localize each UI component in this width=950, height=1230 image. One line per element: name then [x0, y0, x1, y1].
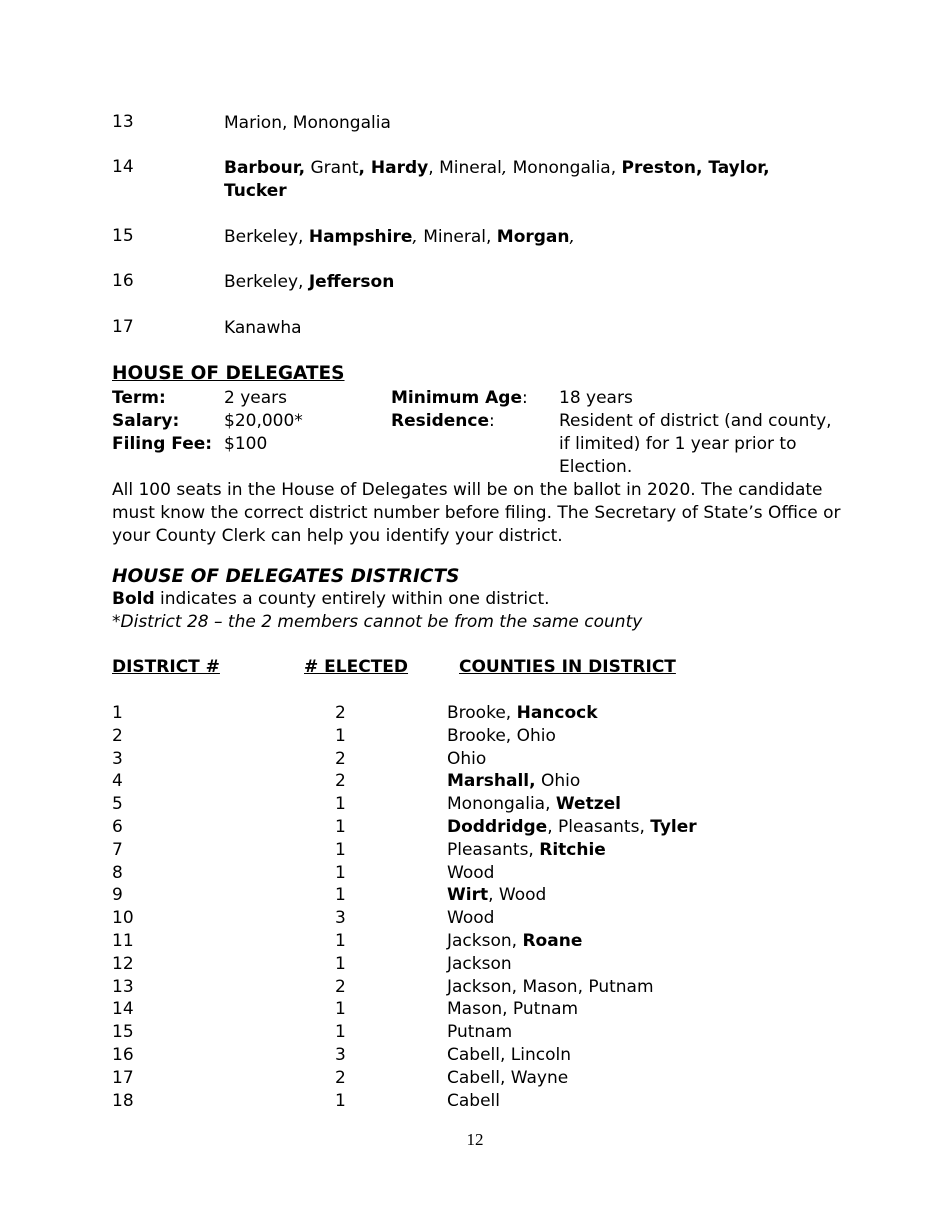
county-name: Berkeley,: [224, 272, 309, 292]
districts-heading: HOUSE OF DELEGATES DISTRICTS: [112, 566, 460, 587]
district-number: 13: [112, 976, 134, 997]
district-counties: [447, 794, 621, 814]
county-name: Marion: [224, 113, 282, 133]
residence-value-line3: Election.: [559, 457, 633, 477]
table-row: [0, 1045, 950, 1068]
district-number: 14: [112, 999, 134, 1020]
senate-district-number: 17: [112, 317, 134, 337]
district-counties: [447, 771, 580, 791]
county-name-bold: Wirt: [447, 885, 489, 906]
table-row: [0, 1022, 950, 1045]
table-row: [0, 1091, 950, 1114]
members-elected: 1: [335, 931, 346, 951]
page-number: 12: [466, 1130, 484, 1149]
district-counties: [447, 817, 697, 837]
minimum-age-value: 18 years: [559, 388, 633, 408]
county-name-bold: Morgan: [496, 227, 570, 247]
members-elected: 2: [335, 1067, 346, 1088]
district-counties: [447, 1068, 568, 1088]
county-name: ,: [412, 227, 418, 247]
members-elected: 1: [335, 817, 346, 837]
county-name-bold: Jefferson: [308, 272, 395, 292]
table-row: [0, 999, 950, 1022]
county-name-bold: Wetzel: [555, 794, 621, 815]
members-elected: 2: [335, 976, 346, 997]
bold-legend-note: [112, 589, 550, 609]
term-label: Term:: [112, 388, 166, 408]
district-counties: [447, 749, 486, 769]
table-row: [0, 1068, 950, 1091]
county-name: Wood: [447, 862, 495, 883]
district-counties: [447, 703, 598, 723]
members-elected: 1: [335, 885, 346, 906]
county-name: Wood: [447, 908, 495, 929]
table-row: [0, 703, 950, 726]
table-row: [0, 977, 950, 1000]
members-elected: 1: [335, 1090, 346, 1111]
members-elected: 1: [335, 725, 346, 746]
district-counties: [447, 1022, 512, 1042]
district-number: 16: [112, 1045, 134, 1065]
senate-district-counties: [224, 226, 804, 249]
house-ballot-paragraph: All 100 seats in the House of Delegates will be on the ballot in 2020. The candidate must know the correct district number before filing. The Secretary of State’s Office or your County Clerk can help you identify your district.: [112, 480, 841, 546]
members-elected: 1: [335, 794, 346, 815]
table-row: [0, 885, 950, 908]
county-name: Grant: [305, 158, 359, 178]
table-row: [0, 840, 950, 863]
county-name-bold: Tyler: [650, 817, 697, 837]
district-counties: [447, 726, 556, 746]
district-counties: [447, 931, 582, 951]
county-name: Mason, Putnam: [447, 999, 579, 1020]
table-row: [0, 771, 950, 794]
county-name: Berkeley,: [224, 227, 309, 247]
district-number: 10: [112, 908, 134, 929]
members-elected: 1: [335, 953, 346, 974]
senate-district-counties: [224, 112, 804, 135]
county-name-bold: Hampshire: [308, 227, 413, 247]
bold-legend-word: Bold: [112, 589, 155, 609]
table-row: [0, 726, 950, 749]
residence-label: [391, 411, 495, 431]
district-number: 11: [112, 931, 134, 951]
senate-district-counties: [224, 157, 804, 203]
county-name-bold: Ritchie: [539, 839, 606, 860]
county-name: Brooke, Ohio: [447, 725, 556, 746]
senate-district-number: 15: [112, 226, 134, 246]
county-name-bold: Roane: [522, 931, 583, 951]
bold-legend-text: indicates a county entirely within one district.: [154, 589, 550, 609]
house-of-delegates-heading: HOUSE OF DELEGATES: [112, 363, 345, 384]
county-name: Monongalia,: [507, 158, 622, 178]
district-number: 7: [112, 839, 123, 860]
residence-value-line2: if limited) for 1 year prior to: [559, 434, 797, 454]
salary-label: Salary:: [112, 411, 180, 431]
district-28-footnote: [112, 612, 642, 632]
county-name: , Pleasants,: [547, 817, 651, 837]
district-counties: [447, 840, 606, 860]
table-row: [0, 931, 950, 954]
county-name: Jackson, Mason, Putnam: [447, 976, 654, 997]
members-elected: 1: [335, 999, 346, 1020]
county-name: Mineral,: [417, 227, 497, 247]
district-counties: [447, 977, 654, 997]
county-name: Ohio: [447, 748, 487, 769]
district-number: 18: [112, 1090, 134, 1111]
county-name-bold: Marshall,: [447, 771, 536, 792]
district-number: 5: [112, 794, 123, 815]
county-name-bold: Doddridge: [447, 817, 548, 837]
members-elected: 3: [335, 908, 346, 929]
footnote-star: *: [112, 612, 121, 632]
minimum-age-label-text: Minimum Age: [391, 388, 522, 408]
members-elected: 1: [335, 862, 346, 883]
district-counties: [447, 908, 494, 928]
table-row: [0, 954, 950, 977]
table-row: [0, 794, 950, 817]
county-name: , Mineral: [428, 158, 502, 178]
salary-value: $20,000*: [224, 411, 303, 431]
residence-value-line1: Resident of district (and county,: [559, 411, 832, 431]
residence-colon: :: [488, 411, 495, 431]
filing-fee-value: $100: [224, 434, 268, 454]
table-row: [0, 817, 950, 840]
table-row: [0, 749, 950, 772]
county-name: Kanawha: [224, 318, 302, 338]
senate-district-counties: [224, 271, 804, 294]
district-counties: [447, 863, 494, 883]
district-counties: [447, 885, 546, 905]
district-number: 9: [112, 885, 123, 906]
table-row: [0, 863, 950, 886]
district-counties: [447, 1091, 500, 1111]
district-number: 15: [112, 1022, 134, 1043]
county-name: Jackson: [447, 953, 512, 974]
footnote-text: District 28 – the 2 members cannot be from the same county: [120, 612, 643, 632]
district-counties: [447, 1045, 571, 1065]
county-name: Cabell, Lincoln: [447, 1045, 572, 1065]
county-name: Pleasants,: [447, 839, 540, 860]
members-elected: 2: [335, 703, 346, 723]
district-number: 17: [112, 1067, 134, 1088]
senate-district-number: 16: [112, 271, 134, 291]
district-number: 1: [112, 703, 123, 723]
residence-label-text: Residence: [391, 411, 489, 431]
county-name: Brooke,: [447, 703, 517, 723]
district-number: 6: [112, 817, 123, 837]
county-name-bold: , Hardy: [358, 158, 429, 178]
county-name: Cabell: [447, 1090, 500, 1111]
district-number: 4: [112, 771, 123, 792]
county-name: Cabell, Wayne: [447, 1067, 569, 1088]
minimum-age-label: [391, 388, 528, 408]
county-name: Putnam: [447, 1022, 513, 1043]
senate-district-number: 14: [112, 157, 134, 177]
district-number: 2: [112, 725, 123, 746]
senate-district-number: 13: [112, 112, 134, 132]
county-name-bold: Hancock: [516, 703, 598, 723]
county-name: Monongalia,: [447, 794, 556, 815]
term-value: 2 years: [224, 388, 288, 408]
column-header-counties: COUNTIES IN DISTRICT: [459, 657, 676, 677]
senate-district-counties: [224, 317, 804, 340]
column-header-elected: # ELECTED: [304, 657, 409, 677]
county-name-bold: Preston, Taylor, Tucker: [224, 158, 770, 201]
column-header-district: DISTRICT #: [112, 657, 220, 677]
county-name: ,: [501, 158, 508, 178]
district-counties: [447, 999, 578, 1019]
members-elected: 1: [335, 1022, 346, 1043]
members-elected: 1: [335, 839, 346, 860]
county-name: , Monongalia: [281, 113, 391, 133]
table-row: [0, 908, 950, 931]
county-name-bold: Barbour,: [224, 158, 306, 178]
county-name: , Wood: [488, 885, 547, 906]
filing-fee-label: Filing Fee:: [112, 434, 213, 454]
county-name: ,: [569, 227, 575, 247]
county-name: Ohio: [535, 771, 581, 792]
county-name: Jackson,: [447, 931, 523, 951]
district-number: 8: [112, 862, 123, 883]
members-elected: 2: [335, 748, 346, 769]
district-counties: [447, 954, 512, 974]
members-elected: 2: [335, 771, 346, 792]
district-number: 3: [112, 748, 123, 769]
district-number: 12: [112, 953, 134, 974]
members-elected: 3: [335, 1045, 346, 1065]
minimum-age-colon: :: [521, 388, 528, 408]
